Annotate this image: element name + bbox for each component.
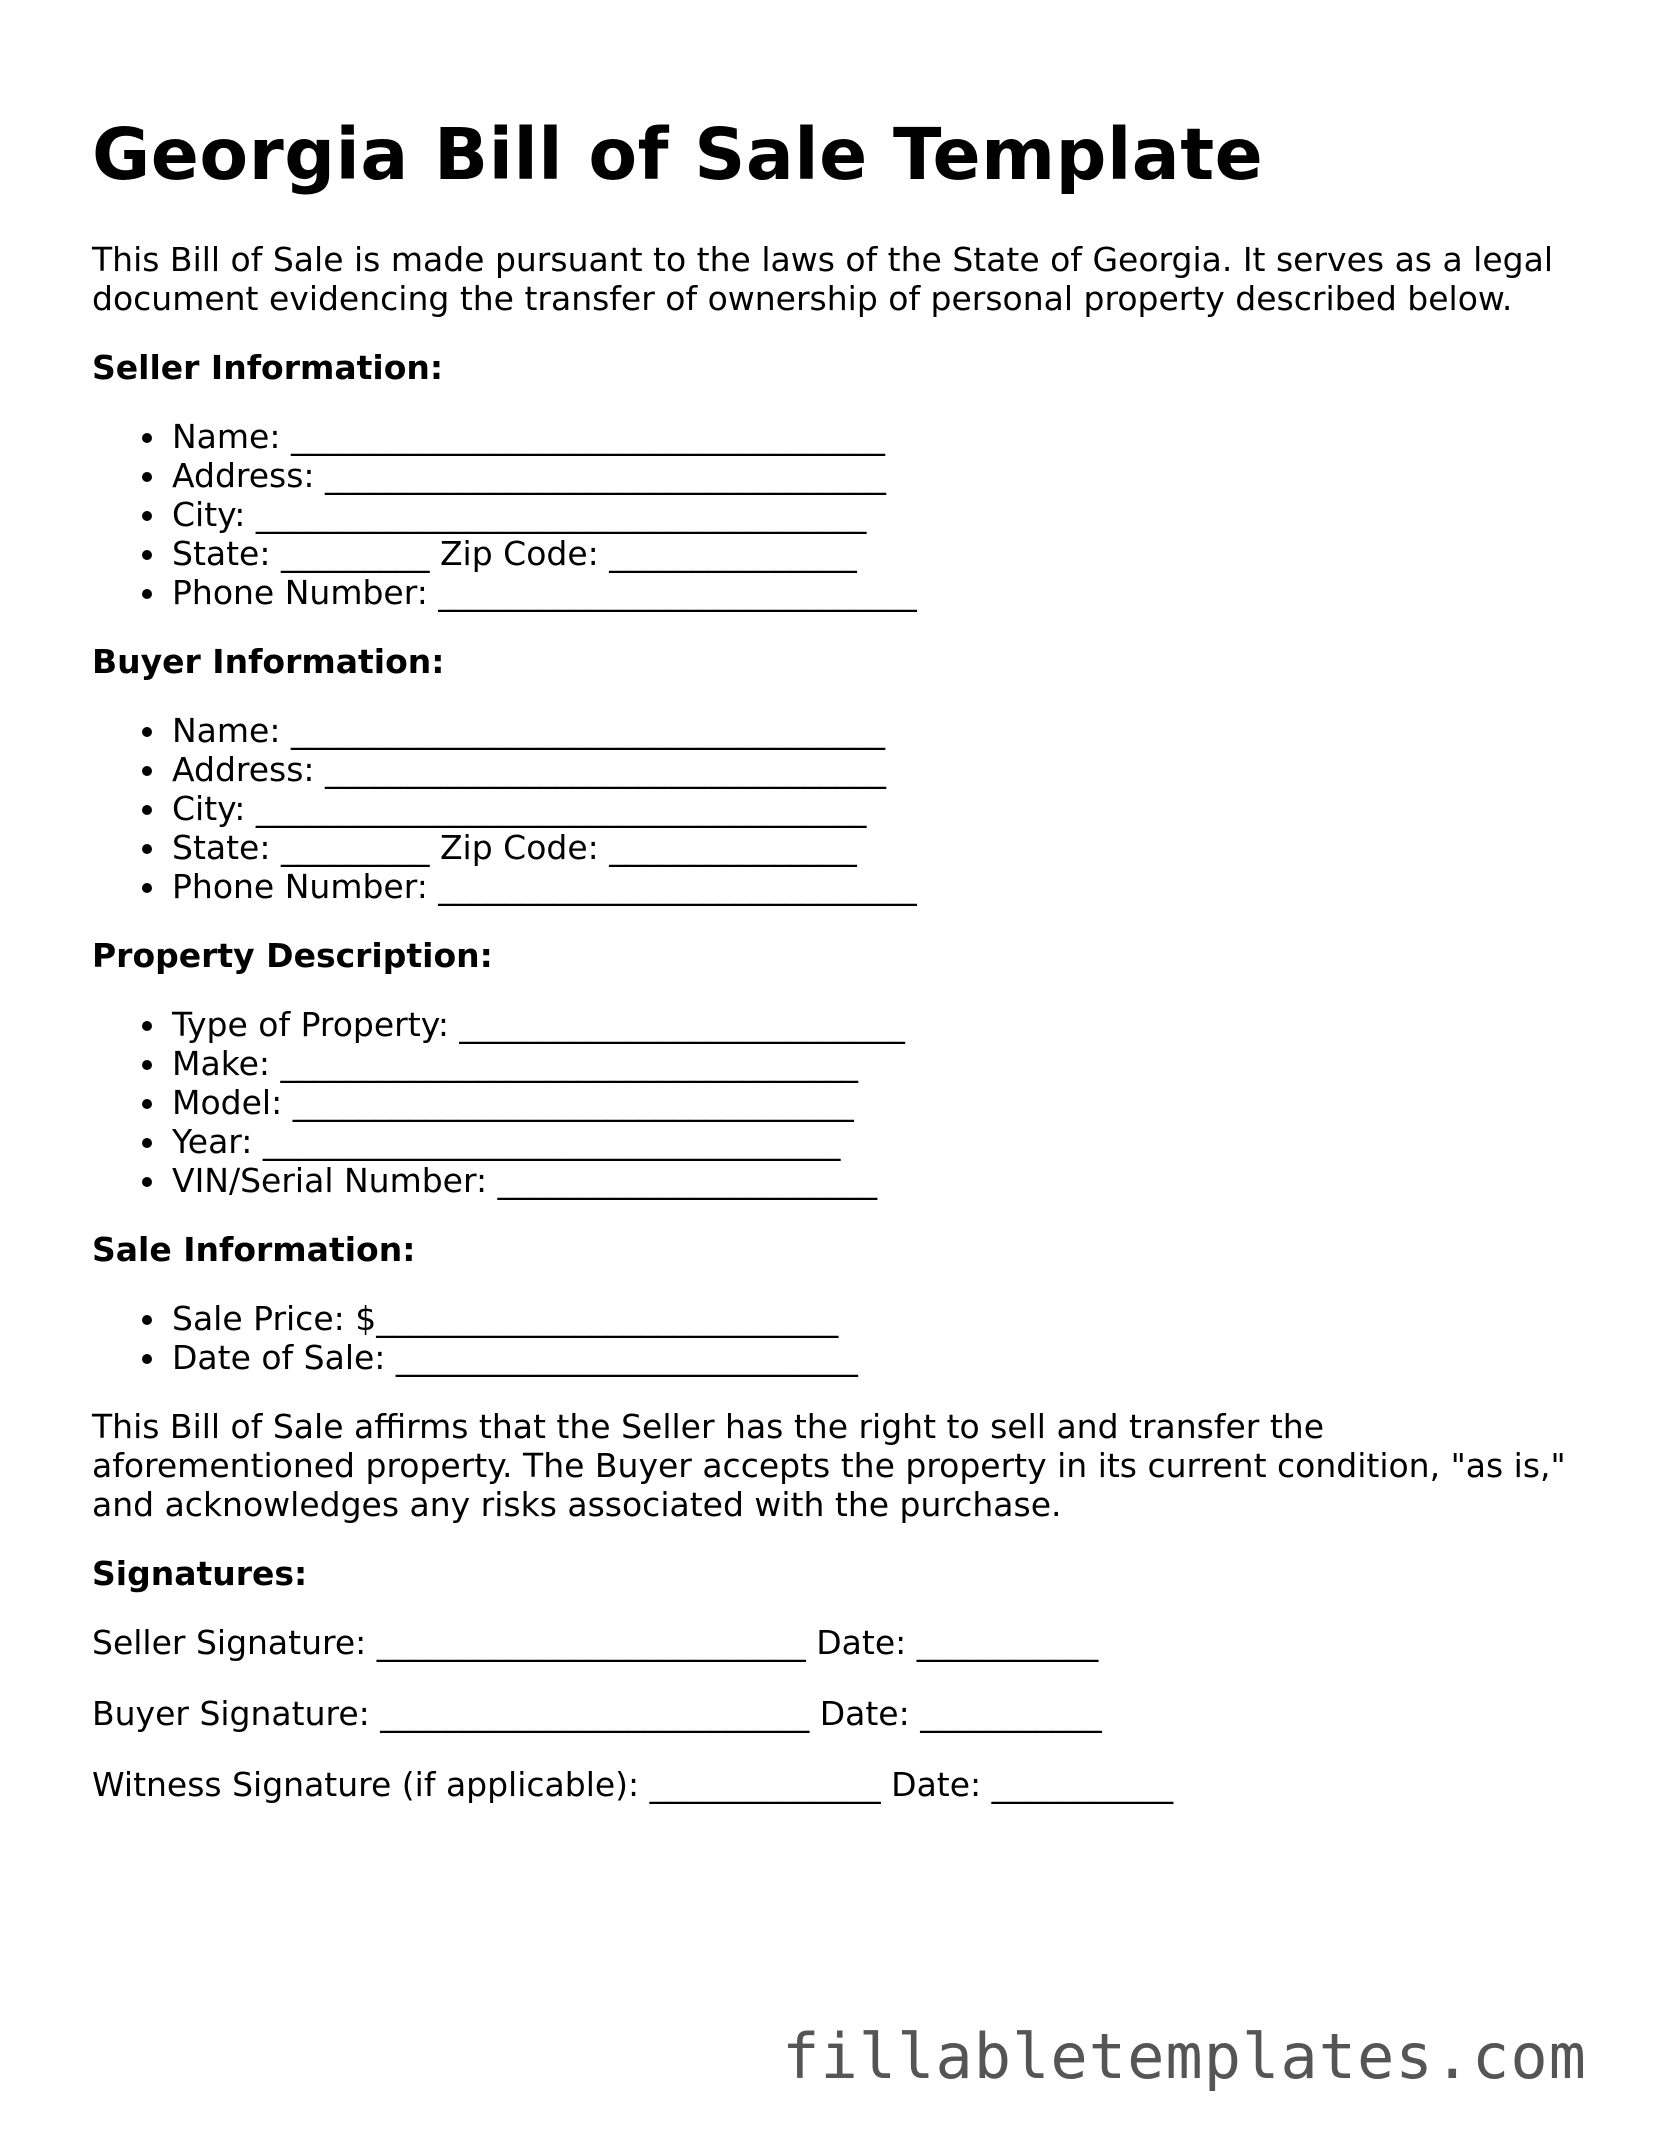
property-heading: Property Description: bbox=[92, 936, 493, 975]
sale-date-field[interactable]: Date of Sale: ____________________________ bbox=[172, 1338, 1592, 1377]
seller-signature-line[interactable]: Seller Signature: __________________________ Date: ___________ bbox=[92, 1623, 1099, 1662]
seller-state-zip-field[interactable]: State: _________ Zip Code: _______________ bbox=[172, 534, 1592, 573]
signatures-heading: Signatures: bbox=[92, 1554, 308, 1593]
property-year-field[interactable]: Year: ___________________________________ bbox=[172, 1122, 1592, 1161]
seller-list bbox=[92, 417, 1592, 612]
seller-city-field[interactable]: City: _____________________________________ bbox=[172, 495, 1592, 534]
sale-heading: Sale Information: bbox=[92, 1230, 416, 1269]
witness-signature-line[interactable]: Witness Signature (if applicable): ______________ Date: ___________ bbox=[92, 1765, 1174, 1804]
buyer-heading: Buyer Information: bbox=[92, 642, 445, 681]
property-type-field[interactable]: Type of Property: ___________________________ bbox=[172, 1005, 1592, 1044]
property-model-field[interactable]: Model: __________________________________ bbox=[172, 1083, 1592, 1122]
property-make-field[interactable]: Make: ___________________________________ bbox=[172, 1044, 1592, 1083]
buyer-list bbox=[92, 711, 1592, 906]
seller-address-field[interactable]: Address: __________________________________ bbox=[172, 456, 1592, 495]
property-vin-field[interactable]: VIN/Serial Number: _______________________ bbox=[172, 1161, 1592, 1200]
buyer-phone-field[interactable]: Phone Number: _____________________________ bbox=[172, 867, 1592, 906]
sale-price-field[interactable]: Sale Price: $____________________________ bbox=[172, 1299, 1592, 1338]
intro-paragraph: This Bill of Sale is made pursuant to the laws of the State of Georgia. It serves as a legal document evidencing the transfer of ownership of personal property described below. bbox=[92, 240, 1553, 318]
sale-list bbox=[92, 1299, 1592, 1377]
watermark: fillabletemplates.com bbox=[782, 2020, 1587, 2093]
page-title: Georgia Bill of Sale Template bbox=[92, 113, 1264, 196]
buyer-name-field[interactable]: Name: ____________________________________ bbox=[172, 711, 1592, 750]
buyer-address-field[interactable]: Address: __________________________________ bbox=[172, 750, 1592, 789]
buyer-state-zip-field[interactable]: State: _________ Zip Code: _______________ bbox=[172, 828, 1592, 867]
document-page bbox=[92, 112, 1592, 1836]
buyer-city-field[interactable]: City: _____________________________________ bbox=[172, 789, 1592, 828]
seller-phone-field[interactable]: Phone Number: _____________________________ bbox=[172, 573, 1592, 612]
property-list bbox=[92, 1005, 1592, 1200]
closing-paragraph: This Bill of Sale affirms that the Seller has the right to sell and transfer the aforementioned property. The Buyer accepts the property in its current condition, "as is," and acknowledges any risks associated with the purchase. bbox=[92, 1407, 1566, 1524]
seller-heading: Seller Information: bbox=[92, 348, 444, 387]
buyer-signature-line[interactable]: Buyer Signature: __________________________ Date: ___________ bbox=[92, 1694, 1102, 1733]
seller-name-field[interactable]: Name: ____________________________________ bbox=[172, 417, 1592, 456]
